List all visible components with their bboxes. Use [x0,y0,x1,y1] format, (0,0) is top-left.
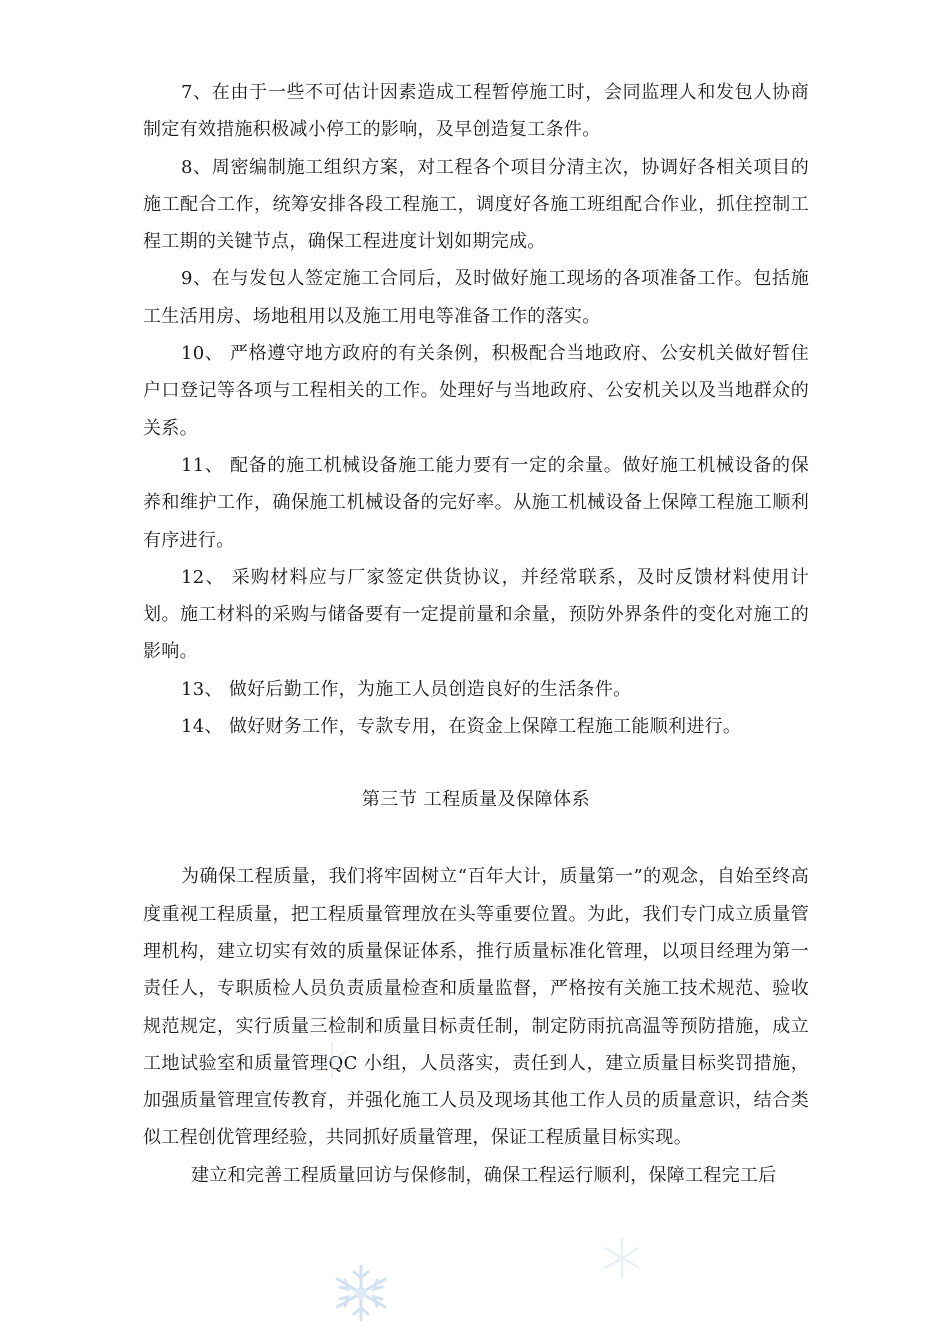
snowflake-icon [330,1262,392,1328]
snowflake-icon [312,1040,352,1084]
snowflake-icon [600,1236,644,1284]
body-paragraph: 建立和完善工程质量回访与保修制，确保工程运行顺利，保障工程完工后 [191,1164,777,1186]
list-item-8: 8、周密编制施工组织方案，对工程各个项目分清主次，协调好各相关项目的施工配合工作，统筹安排各段工程施工，调度好各施工班组配合作业，抓住控制工程工期的关键节点，确保工程进度计划如期完成。 [143,156,809,253]
list-item-12: 12、 采购材料应与厂家签定供货协议，并经常联系，及时反馈材料使用计划。施工材料的采购与储备要有一定提前量和余量，预防外界条件的变化对施工的影响。 [143,566,809,663]
document-page [143,74,809,1194]
list-item-10: 10、 严格遵守地方政府的有关条例，积极配合当地政府、公安机关做好暂住户口登记等各项与工程相关的工作。处理好与当地政府、公安机关以及当地群众的关系。 [143,343,809,439]
section-title: 第三节 工程质量及保障体系 [361,789,591,811]
list-item-9: 9、在与发包人签定施工合同后，及时做好施工现场的各项准备工作。包括施工生活用房、场地租用以及施工用电等准备工作的落实。 [143,268,809,327]
list-item-13: 13、 做好后勤工作，为施工人员创造良好的生活条件。 [181,678,632,700]
list-item-14: 14、 做好财务工作，专款专用，在资金上保障工程施工能顺利进行。 [181,716,742,738]
list-item-7: 7、在由于一些不可估计因素造成工程暂停施工时，会同监理人和发包人协商制定有效措施积极减小停工的影响，及早创造复工条件。 [143,82,809,141]
body-paragraph: 为确保工程质量，我们将牢固树立“百年大计，质量第一”的观念，自始至终高度重视工程质量，把工程质量管理放在头等重要位置。为此，我们专门成立质量管理机构，建立切实有效的质量保证体系，推行质量标准化管理，以项目经理为第一责任人，专职质检人员负责质量检查和质量监督，严格按有关施工技术规范、验收规范规定，实行质量三检制和质量目标责任制，制定防雨抗高温等预防措施，成立工地试验室和质量管理QC 小组，人员落实，责任到人，建立质量目标奖罚措施，加强质量管理宣传教育，并强化施工人员及现场其他工作人员的质量意识，结合类似工程创优管理经验，共同抓好质量管理，保证工程质量目标实现。 [143,866,809,1149]
list-item-11: 11、 配备的施工机械设备施工能力要有一定的余量。做好施工机械设备的保养和维护工作，确保施工机械设备的完好率。从施工机械设备上保障工程施工顺利有序进行。 [143,454,809,551]
